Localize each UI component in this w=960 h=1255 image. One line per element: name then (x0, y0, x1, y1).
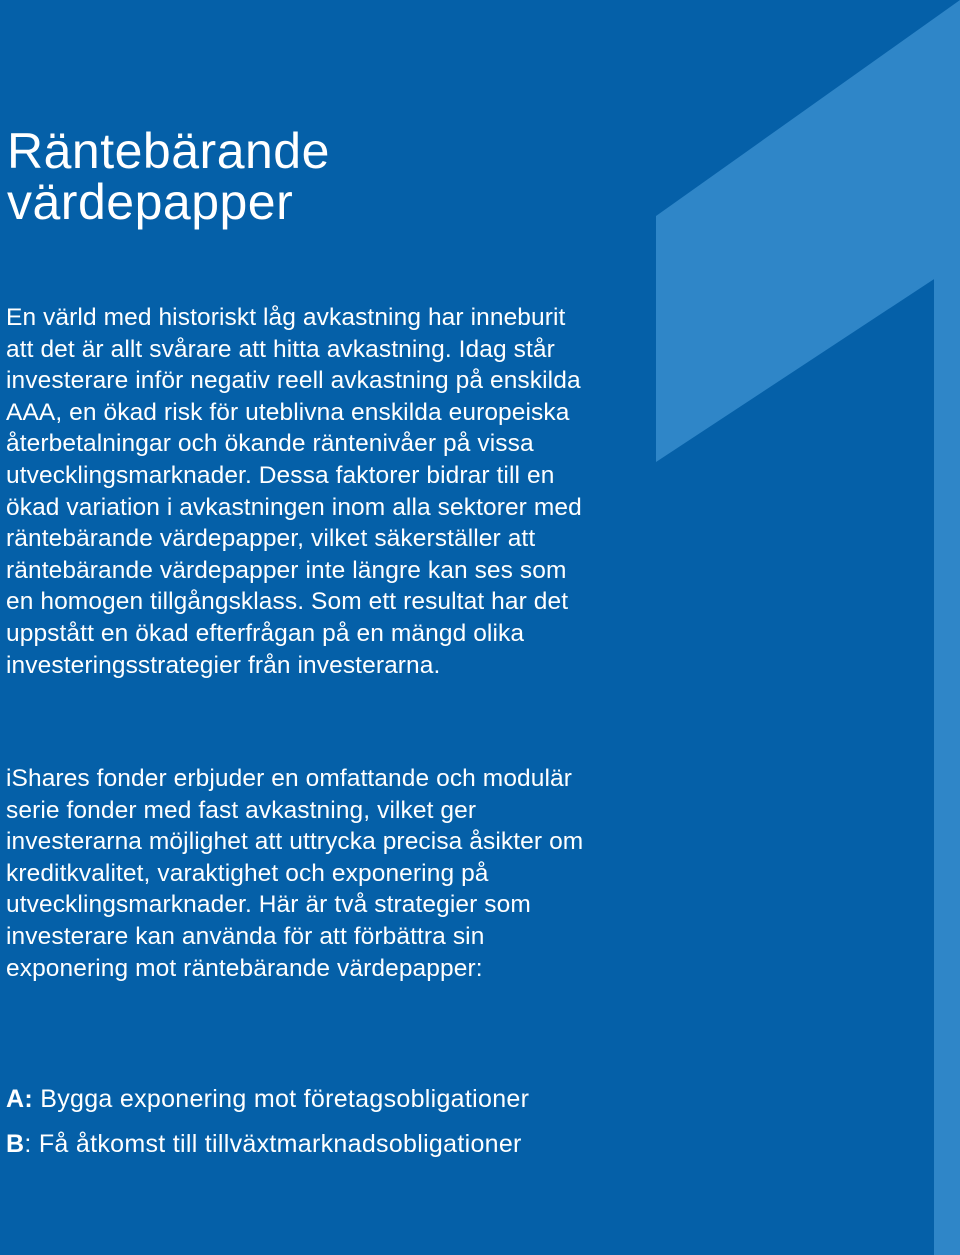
decorative-shape-stem (934, 262, 960, 1255)
intro-paragraph: En värld med historiskt låg avkastning har inneburit att det är allt svårare att hitta avkastning. Idag står investerare inför negativ reell avkastning på enskilda AAA, en ökad risk för uteblivna enskilda europeiska återbetalningar och ökande räntenivåer på vissa utvecklingsmarknader. Dessa faktorer bidrar till en ökad variation i avkastningen inom alla sektorer med räntebärande värdepapper, vilket säkerställer att räntebärande värdepapper inte längre kan ses som en homogen tillgångsklass. Som ett resultat har det uppstått en ökad efterfrågan på en mängd olika investeringsstrategier från investerarna. (6, 304, 582, 679)
strategy-a-key: A: (6, 1085, 33, 1113)
strategy-b-key: B (6, 1130, 25, 1158)
page-title-line-2: värdepapper (7, 174, 294, 230)
strategy-a-text: Bygga exponering mot företagsobligationer (32, 1085, 530, 1113)
decorative-shape-bar (656, 0, 960, 462)
page-title-line-1: Räntebärande (7, 123, 330, 179)
ishares-paragraph: iShares fonder erbjuder en omfattande och modulär serie fonder med fast avkastning, vilket ger investerarna möjlighet att uttrycka precisa åsikter om kreditkvalitet, varaktighet och exponering på utvecklingsmarknader. Här är två strategier som investerare kan använda för att förbättra sin exponering mot räntebärande värdepapper: (6, 765, 584, 982)
strategy-b (6, 1128, 522, 1160)
strategy-b-text: : Få åtkomst till tillväxtmarknadsobligationer (24, 1130, 522, 1158)
page-title (7, 123, 567, 230)
strategy-a (6, 1083, 529, 1115)
